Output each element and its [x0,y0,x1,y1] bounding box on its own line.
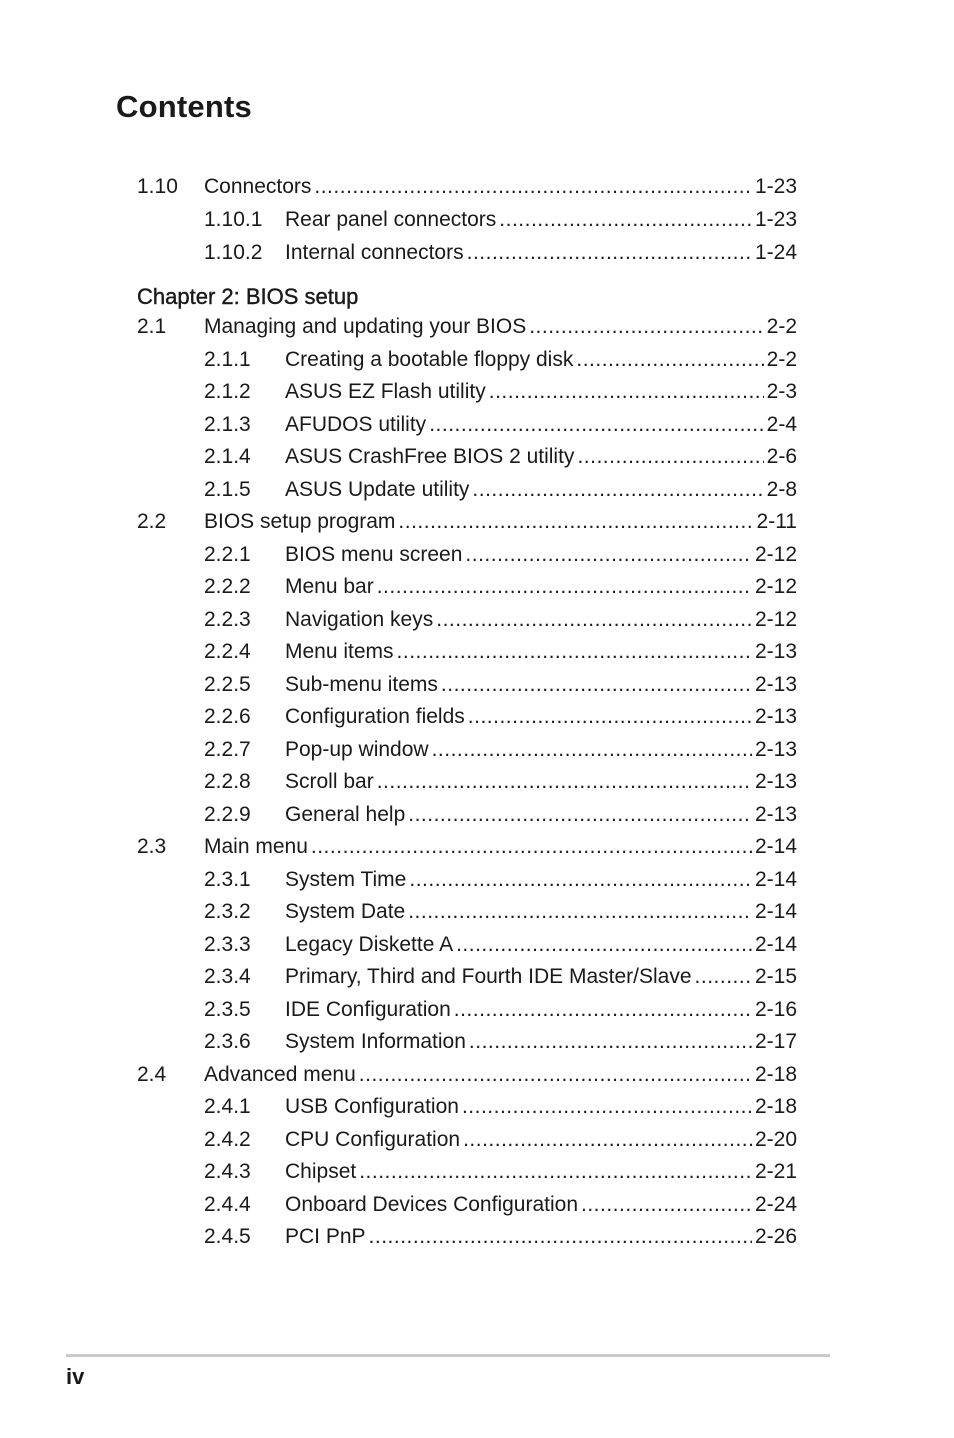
dot-leader [467,236,752,269]
toc-entry[interactable] [137,311,797,344]
toc-entry-number: 2.4.2 [204,1127,251,1151]
toc-entry-number: 2.4.3 [204,1160,251,1183]
dot-leader [408,896,752,929]
toc-entry[interactable] [137,1026,797,1059]
toc-entry-number: 2.2.4 [204,640,251,663]
toc-entry[interactable] [137,571,797,604]
toc-entry-number: 2.1.1 [204,347,251,371]
toc-entry-title: Configuration fields [285,705,465,728]
toc-entry[interactable] [137,994,797,1027]
toc-entry[interactable] [137,961,797,994]
dot-leader [311,831,752,864]
toc-entry-number: 1.10 [137,175,178,198]
toc-entry[interactable] [137,864,797,897]
toc-entry-number: 2.1.4 [204,445,251,468]
toc-entry-title: Chipset [285,1160,357,1183]
toc-entry-number: 2.2.3 [204,607,251,631]
toc-entry-number: 2.4.1 [204,1095,251,1118]
toc-entry-title: Onboard Devices Configuration [285,1192,578,1216]
dot-leader [695,961,752,994]
toc-entry-number: 2.2.5 [204,672,251,696]
toc-entry-number: 2.2.7 [204,737,251,761]
toc-entry-page: 2-21 [754,1160,797,1183]
toc-entry[interactable] [137,701,797,734]
dot-leader [456,929,752,962]
toc-entry-page: 2-16 [754,997,797,1021]
toc-entry-number: 1.10.2 [204,241,263,264]
toc-entry[interactable] [137,896,797,929]
toc-entry-title: Creating a bootable floppy disk [285,347,574,371]
toc-entry[interactable] [137,170,797,203]
toc-entry-title: System Information [285,1030,466,1053]
dot-leader [472,474,763,507]
toc-entry-page: 2-26 [754,1225,797,1248]
toc-entry-number: 2.1.2 [204,380,251,403]
toc-entry-title: IDE Configuration [285,997,451,1021]
toc-entry-number: 2.2.2 [204,575,251,598]
toc-entry-page: 1-23 [754,175,797,198]
toc-entry-title: CPU Configuration [285,1127,461,1151]
dot-leader [359,1059,752,1092]
toc-entry-page: 2-13 [754,770,797,793]
dot-leader [529,311,763,344]
toc-entry-number: 2.3.5 [204,997,251,1021]
toc-entry-page: 2-13 [754,672,797,696]
toc-chapter-section [137,311,797,1254]
dot-leader [314,170,752,203]
toc-entry-number: 2.2 [137,510,167,533]
toc-entry-title: Primary, Third and Fourth IDE Master/Slave [285,965,692,988]
toc-entry-title: Main menu [204,835,308,858]
toc-entry-title: Connectors [204,175,312,198]
toc-entry-page: 2-13 [754,802,797,826]
toc-entry-number: 2.3.2 [204,900,251,923]
toc-entry-number: 2.4 [137,1062,167,1086]
toc-entry-number: 1.10.1 [204,208,263,231]
dot-leader [377,571,752,604]
dot-leader [359,1156,752,1189]
dot-leader [577,441,763,474]
toc-entry[interactable] [137,1189,797,1222]
toc-entry-page: 2-14 [754,932,797,956]
toc-entry[interactable] [137,604,797,637]
dot-leader [468,701,752,734]
toc-entry[interactable] [137,441,797,474]
toc-entry-title: Rear panel connectors [285,208,497,231]
toc-entry[interactable] [137,1124,797,1157]
toc-entry[interactable] [137,1091,797,1124]
toc-entry-title: Sub-menu items [285,672,438,696]
dot-leader [429,409,763,442]
dot-leader [436,604,752,637]
toc-entry-title: System Time [285,867,407,891]
toc-entry-page: 2-13 [754,640,797,663]
toc-entry-title: PCI PnP [285,1225,366,1248]
toc-entry-page: 2-15 [754,965,797,988]
page-title: Contents [116,89,252,124]
toc-entry-number: 2.1.3 [204,412,251,436]
toc-entry-page: 2-18 [754,1062,797,1086]
toc-entry-number: 2.3.3 [204,932,251,956]
dot-leader [369,1221,752,1254]
toc-entry-title: General help [285,802,406,826]
toc-entry-number: 2.3.1 [204,867,251,891]
toc-entry-page: 2-2 [766,315,797,338]
toc-entry-title: Internal connectors [285,241,464,264]
dot-leader [499,203,752,236]
dot-leader [581,1189,752,1222]
dot-leader [462,1091,752,1124]
toc-entry-number: 2.3 [137,835,167,858]
toc-entry-page: 2-12 [754,607,797,631]
toc-entry[interactable] [137,236,797,269]
toc-entry-page: 2-14 [754,835,797,858]
toc-entry-number: 2.1 [137,315,167,338]
toc-entry-page: 2-13 [754,705,797,728]
toc-entry[interactable] [137,669,797,702]
toc-entry-page: 2-14 [754,867,797,891]
toc-entry-title: ASUS EZ Flash utility [285,380,486,403]
toc-entry-page: 2-24 [754,1192,797,1216]
toc-top-section [137,170,797,269]
toc-entry-title: ASUS Update utility [285,477,470,501]
toc-entry[interactable] [137,734,797,767]
toc-entry-title: ASUS CrashFree BIOS 2 utility [285,445,575,468]
toc-entry-page: 2-12 [754,542,797,566]
toc-entry[interactable] [137,831,797,864]
toc-entry-number: 2.2.9 [204,802,251,826]
toc-entry[interactable] [137,539,797,572]
toc-entry-page: 2-18 [754,1095,797,1118]
toc-entry-page: 2-14 [754,900,797,923]
toc-entry-number: 2.1.5 [204,477,251,501]
toc-entry-page: 1-24 [754,241,797,264]
toc-entry[interactable] [137,1221,797,1254]
dot-leader [398,506,753,539]
toc-entry-page: 2-13 [754,737,797,761]
toc-entry[interactable] [137,1156,797,1189]
toc-entry-title: Advanced menu [204,1062,356,1086]
toc-entry-title: Menu bar [285,575,374,598]
toc-entry-title: Menu items [285,640,394,663]
dot-leader [408,799,752,832]
toc-entry[interactable] [137,376,797,409]
footer-rule [66,1354,830,1357]
toc-entry-title: BIOS setup program [204,510,396,533]
dot-leader [489,376,764,409]
toc-entry-page: 2-4 [766,412,797,436]
toc-entry-title: Scroll bar [285,770,374,793]
toc-entry-page: 2-6 [766,445,797,468]
toc-entry-title: AFUDOS utility [285,412,427,436]
toc-entry[interactable] [137,203,797,236]
chapter-heading: Chapter 2: BIOS setup [137,284,359,309]
toc-entry[interactable] [137,1059,797,1092]
toc-entry[interactable] [137,636,797,669]
toc-entry-number: 2.4.4 [204,1192,251,1216]
toc-entry-number: 2.2.1 [204,542,251,566]
toc-entry[interactable] [137,766,797,799]
toc-entry[interactable] [137,506,797,539]
toc-entry-number: 2.3.6 [204,1030,251,1053]
toc-entry-title: Navigation keys [285,607,434,631]
dot-leader [465,539,752,572]
dot-leader [397,636,752,669]
toc-entry-page: 2-17 [754,1030,797,1053]
toc-entry-title: USB Configuration [285,1095,459,1118]
toc-entry-page: 2-11 [756,510,797,533]
toc-entry-title: Pop-up window [285,737,429,761]
dot-leader [463,1124,752,1157]
toc-entry-page: 2-8 [766,477,797,501]
toc-entry-page: 2-20 [754,1127,797,1151]
toc-entry[interactable] [137,474,797,507]
toc-entry-page: 2-2 [766,347,797,371]
toc-entry-title: BIOS menu screen [285,542,463,566]
dot-leader [432,734,752,767]
toc-entry-title: System Date [285,900,406,923]
toc-entry-page: 2-3 [766,380,797,403]
dot-leader [454,994,752,1027]
dot-leader [441,669,752,702]
dot-leader [469,1026,752,1059]
toc-entry-title: Legacy Diskette A [285,932,454,956]
page-number: iv [66,1364,85,1389]
table-of-contents [137,170,797,1254]
toc-entry-number: 2.2.8 [204,770,251,793]
toc-entry-page: 2-12 [754,575,797,598]
dot-leader [377,766,752,799]
toc-entry[interactable] [137,409,797,442]
toc-entry[interactable] [137,799,797,832]
toc-entry-number: 2.2.6 [204,705,251,728]
toc-entry-title: Managing and updating your BIOS [204,315,527,338]
toc-entry[interactable] [137,929,797,962]
toc-entry[interactable] [137,344,797,377]
toc-entry-number: 2.4.5 [204,1225,251,1248]
toc-entry-page: 1-23 [754,208,797,231]
dot-leader [409,864,752,897]
dot-leader [576,344,763,377]
toc-entry-number: 2.3.4 [204,965,251,988]
